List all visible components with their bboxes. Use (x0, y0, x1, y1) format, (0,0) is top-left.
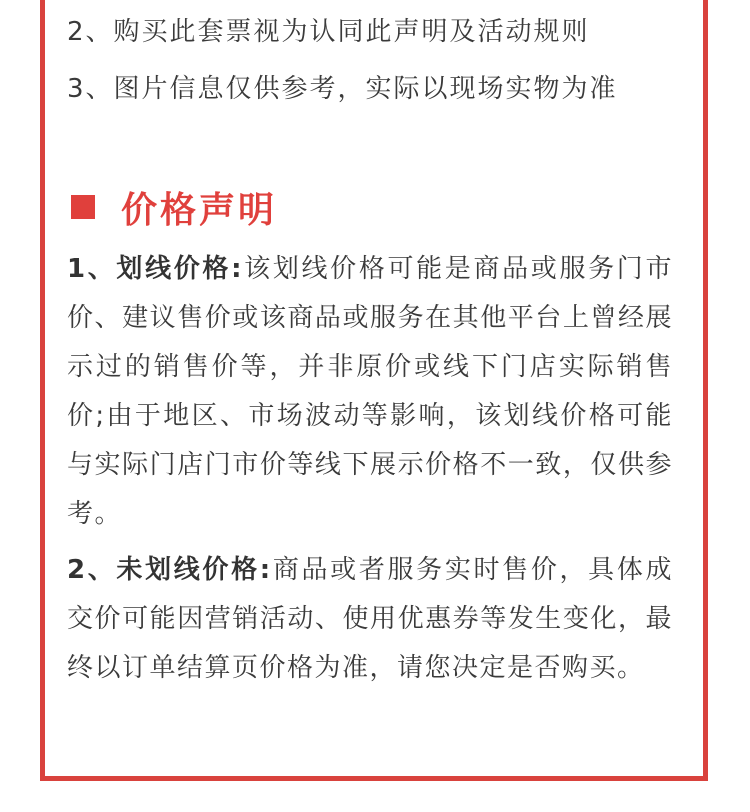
price-statement-heading (71, 182, 277, 232)
non-strikethrough-price-paragraph (67, 546, 673, 693)
paragraph-label: 1、划线价格: (67, 254, 243, 284)
section-title: 价格声明 (121, 189, 278, 231)
square-bullet-icon (71, 195, 95, 219)
paragraph-label: 2、未划线价格: (67, 555, 272, 585)
notice-line-2: 2、购买此套票视为认同此声明及活动规则 (67, 17, 590, 47)
paragraph-body: 该划线价格可能是商品或服务门市价、建议售价或该商品或服务在其他平台上曾经展示过的销售价等，并非原价或线下门店实际销售价;由于地区、市场波动等影响，该划线价格可能与实际门店门市价等线下展示价格不一致，仅供参考。 (67, 254, 673, 529)
paragraph-body: 商品或者服务实时售价，具体成交价可能因营销活动、使用优惠券等发生变化，最终以订单结算页价格为准，请您决定是否购买。 (67, 555, 673, 683)
notice-line-3: 3、图片信息仅供参考，实际以现场实物为准 (67, 74, 618, 104)
strikethrough-price-paragraph (67, 245, 673, 539)
